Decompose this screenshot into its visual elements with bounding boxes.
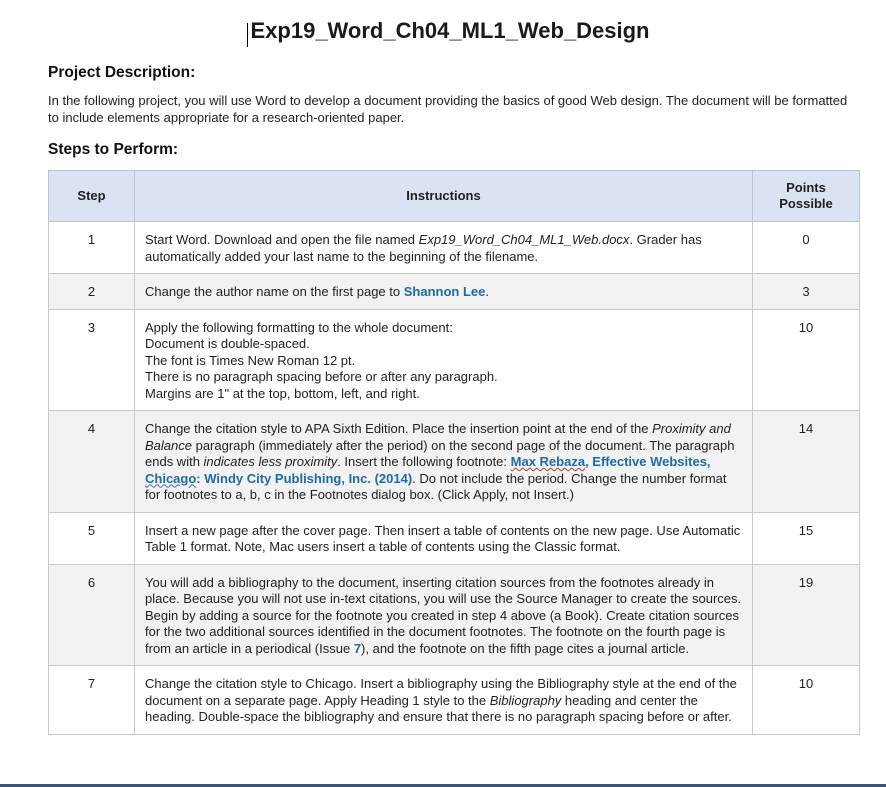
footnote-publisher: : Windy City Publishing, Inc. (2014) — [196, 470, 413, 486]
heading-name: Bibliography — [489, 692, 562, 708]
author-name: Shannon Lee — [403, 284, 486, 299]
file-name: Exp19_Word_Ch04_ML1_Web.docx — [418, 232, 630, 247]
instruction-line: Margins are 1" at the top, bottom, left, and right. — [145, 385, 420, 401]
instruction-text: heading and center the heading. Double-space the bibliography and ensure that there is no paragraph spacing before or after. — [145, 692, 732, 724]
instruction-text: You will add a bibliography to the document, inserting citation sources from the footnotes already in place. Because you will not use in-text citations, you will use the Source Manager to create the sources. Begin by adding a source for the footnote you created in step 4 above (a Book). Create citation sources for the two additional sources identified in the document footnotes. The footnote on the fourth page is from an article in a periodical (Issue — [145, 574, 742, 656]
instruction-line: Apply the following formatting to the whole document: — [145, 319, 453, 335]
instruction-cell — [135, 666, 753, 735]
instruction-line: There is no paragraph spacing before or after any paragraph. — [145, 369, 498, 384]
text-cursor — [247, 23, 248, 47]
points-value: 10 — [753, 309, 860, 411]
instruction-cell — [135, 274, 753, 310]
table-header-row — [49, 171, 860, 222]
instruction-text: ), and the footnote on the fifth page cites a journal article. — [361, 640, 690, 656]
instruction-text: paragraph (immediately after the period) on the second page of the document. The paragraph ends with — [145, 437, 735, 469]
instruction-cell — [135, 564, 753, 666]
table-row — [49, 666, 860, 735]
instruction-text: . Do not include the period. Change the number format for footnotes to a, b, c in the Footnotes dialog box. (Click Apply, not Insert.) — [145, 470, 727, 502]
step-number: 6 — [49, 564, 135, 666]
header-step: Step — [49, 171, 135, 222]
instruction-cell — [135, 309, 753, 411]
points-value: 14 — [753, 411, 860, 513]
instruction-text: Change the author name on the first page to — [145, 284, 404, 299]
points-value: 0 — [753, 222, 860, 274]
footnote-title: , Effective Websites, — [585, 454, 711, 469]
table-row — [49, 564, 860, 666]
table-row — [49, 411, 860, 513]
project-description-text: In the following project, you will use Word to develop a document providing the basics of good Web design. The document will be formatted to include elements appropriate for a research-oriented paper. — [48, 93, 848, 125]
step-number: 1 — [49, 222, 135, 274]
instruction-text: . Grader has automatically added your last name to the beginning of the filename. — [145, 232, 702, 264]
points-value: 3 — [753, 274, 860, 310]
step-number: 2 — [49, 274, 135, 310]
instruction-cell — [135, 222, 753, 274]
instruction-line: Document is double-spaced. — [145, 336, 310, 351]
steps-table — [48, 170, 860, 735]
table-row — [49, 222, 860, 274]
document-title: Exp19_Word_Ch04_ML1_Web_Design — [250, 18, 650, 43]
table-row — [49, 274, 860, 310]
instruction-text: Change the citation style to Chicago. Insert a bibliography using the Bibliography style at the end of the document on a separate page. Apply Heading 1 style to the — [145, 676, 737, 708]
header-points: Points Possible — [753, 171, 860, 222]
instruction-line: The font is Times New Roman 12 pt. — [145, 352, 356, 368]
table-row — [49, 512, 860, 564]
header-instructions: Instructions — [135, 171, 753, 222]
instruction-text: Insert a new page after the cover page. Then insert a table of contents on the new page. Use Automatic Table 1 format. Note, Mac users insert a table of contents using the Classic format. — [135, 512, 753, 564]
instruction-cell — [135, 411, 753, 513]
step-number: 7 — [49, 666, 135, 735]
footnote-author: Max Rebaza — [510, 454, 586, 469]
instruction-text: Change the citation style to APA Sixth Edition. Place the insertion point at the end of the — [145, 421, 653, 436]
step-number: 4 — [49, 411, 135, 513]
points-value: 10 — [753, 666, 860, 735]
instruction-text: . Insert the following footnote: — [337, 454, 511, 469]
paragraph-name: Proximity and Balance — [145, 421, 731, 453]
paragraph-ending: indicates less proximity — [203, 454, 338, 469]
instruction-text: Start Word. Download and open the file named — [145, 232, 419, 247]
points-value: 19 — [753, 564, 860, 666]
issue-number: 7 — [353, 640, 362, 656]
step-number: 3 — [49, 309, 135, 411]
step-number: 5 — [49, 512, 135, 564]
steps-heading: Steps to Perform: — [48, 141, 179, 158]
footnote-city: Chicago — [145, 470, 197, 486]
table-row — [49, 309, 860, 411]
project-description-heading: Project Description: — [48, 64, 196, 81]
instruction-text: . — [485, 284, 489, 299]
points-value: 15 — [753, 512, 860, 564]
